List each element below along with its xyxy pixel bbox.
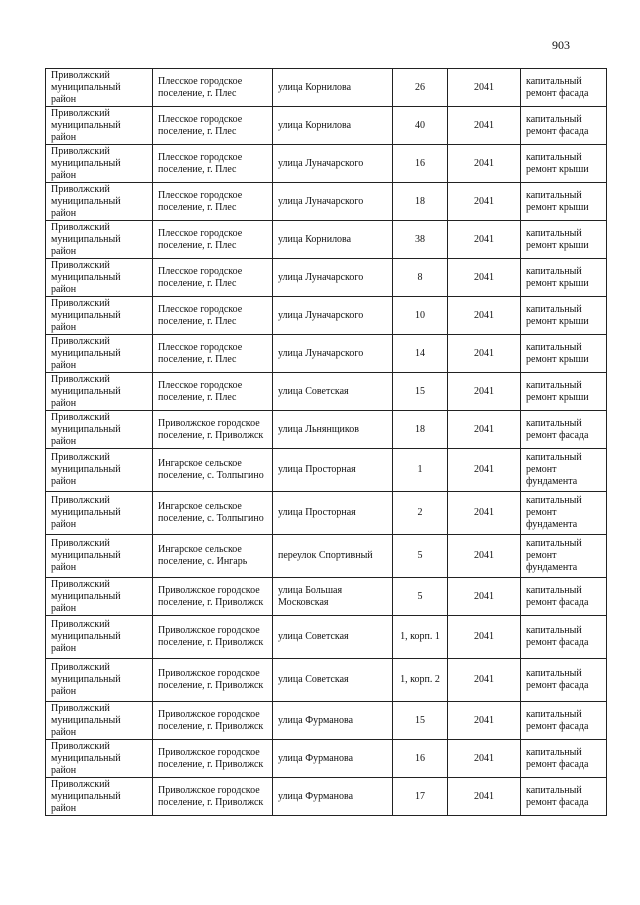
table-row (46, 578, 607, 616)
year-cell: 2041 (448, 449, 521, 492)
district-cell: Приволжский муниципальный район (46, 702, 153, 740)
settlement-cell: Плесское городское поселение, г. Плес (153, 221, 273, 259)
house-number-cell: 1, корп. 1 (393, 616, 448, 659)
work-type-cell: капитальный ремонт фасада (521, 578, 607, 616)
settlement-cell: Ингарское сельское поселение, с. Толпыгино (153, 492, 273, 535)
house-number-cell: 16 (393, 145, 448, 183)
table-row (46, 183, 607, 221)
table-row (46, 259, 607, 297)
work-type-cell: капитальный ремонт крыши (521, 183, 607, 221)
house-number-cell: 1 (393, 449, 448, 492)
table-row (46, 373, 607, 411)
street-cell: улица Большая Московская (273, 578, 393, 616)
street-cell: улица Советская (273, 373, 393, 411)
table-row (46, 107, 607, 145)
housing-repair-table (45, 68, 607, 816)
year-cell: 2041 (448, 535, 521, 578)
work-type-cell: капитальный ремонт фасада (521, 702, 607, 740)
district-cell: Приволжский муниципальный район (46, 107, 153, 145)
district-cell: Приволжский муниципальный район (46, 578, 153, 616)
work-type-cell: капитальный ремонт фасада (521, 659, 607, 702)
year-cell: 2041 (448, 578, 521, 616)
street-cell: улица Луначарского (273, 335, 393, 373)
district-cell: Приволжский муниципальный район (46, 740, 153, 778)
settlement-cell: Приволжское городское поселение, г. Приволжск (153, 740, 273, 778)
year-cell: 2041 (448, 297, 521, 335)
settlement-cell: Приволжское городское поселение, г. Приволжск (153, 702, 273, 740)
street-cell: улица Корнилова (273, 107, 393, 145)
work-type-cell: капитальный ремонт фасада (521, 740, 607, 778)
district-cell: Приволжский муниципальный район (46, 69, 153, 107)
year-cell: 2041 (448, 259, 521, 297)
street-cell: улица Луначарского (273, 297, 393, 335)
year-cell: 2041 (448, 145, 521, 183)
year-cell: 2041 (448, 659, 521, 702)
settlement-cell: Приволжское городское поселение, г. Приволжск (153, 616, 273, 659)
house-number-cell: 16 (393, 740, 448, 778)
house-number-cell: 17 (393, 778, 448, 816)
house-number-cell: 8 (393, 259, 448, 297)
year-cell: 2041 (448, 702, 521, 740)
street-cell: улица Советская (273, 616, 393, 659)
work-type-cell: капитальный ремонт фундамента (521, 535, 607, 578)
house-number-cell: 5 (393, 578, 448, 616)
settlement-cell: Приволжское городское поселение, г. Приволжск (153, 778, 273, 816)
street-cell: улица Фурманова (273, 778, 393, 816)
district-cell: Приволжский муниципальный район (46, 297, 153, 335)
year-cell: 2041 (448, 107, 521, 145)
table-row (46, 449, 607, 492)
house-number-cell: 18 (393, 411, 448, 449)
settlement-cell: Плесское городское поселение, г. Плес (153, 373, 273, 411)
table-row (46, 702, 607, 740)
table-row (46, 616, 607, 659)
year-cell: 2041 (448, 616, 521, 659)
settlement-cell: Плесское городское поселение, г. Плес (153, 69, 273, 107)
house-number-cell: 15 (393, 373, 448, 411)
table-row (46, 69, 607, 107)
street-cell: переулок Спортивный (273, 535, 393, 578)
district-cell: Приволжский муниципальный район (46, 183, 153, 221)
district-cell: Приволжский муниципальный район (46, 335, 153, 373)
table-row (46, 740, 607, 778)
street-cell: улица Просторная (273, 449, 393, 492)
table-row (46, 659, 607, 702)
year-cell: 2041 (448, 221, 521, 259)
work-type-cell: капитальный ремонт крыши (521, 145, 607, 183)
street-cell: улица Луначарского (273, 183, 393, 221)
year-cell: 2041 (448, 183, 521, 221)
house-number-cell: 38 (393, 221, 448, 259)
table-row (46, 221, 607, 259)
house-number-cell: 2 (393, 492, 448, 535)
settlement-cell: Приволжское городское поселение, г. Приволжск (153, 411, 273, 449)
settlement-cell: Плесское городское поселение, г. Плес (153, 145, 273, 183)
work-type-cell: капитальный ремонт фасада (521, 107, 607, 145)
settlement-cell: Приволжское городское поселение, г. Приволжск (153, 578, 273, 616)
work-type-cell: капитальный ремонт фасада (521, 616, 607, 659)
work-type-cell: капитальный ремонт фундамента (521, 449, 607, 492)
house-number-cell: 14 (393, 335, 448, 373)
street-cell: улица Фурманова (273, 740, 393, 778)
year-cell: 2041 (448, 492, 521, 535)
house-number-cell: 40 (393, 107, 448, 145)
settlement-cell: Плесское городское поселение, г. Плес (153, 259, 273, 297)
table-row (46, 297, 607, 335)
work-type-cell: капитальный ремонт фасада (521, 411, 607, 449)
house-number-cell: 15 (393, 702, 448, 740)
street-cell: улица Фурманова (273, 702, 393, 740)
settlement-cell: Приволжское городское поселение, г. Приволжск (153, 659, 273, 702)
street-cell: улица Луначарского (273, 259, 393, 297)
house-number-cell: 1, корп. 2 (393, 659, 448, 702)
district-cell: Приволжский муниципальный район (46, 259, 153, 297)
work-type-cell: капитальный ремонт крыши (521, 335, 607, 373)
district-cell: Приволжский муниципальный район (46, 411, 153, 449)
district-cell: Приволжский муниципальный район (46, 535, 153, 578)
table-body (46, 69, 607, 816)
settlement-cell: Плесское городское поселение, г. Плес (153, 297, 273, 335)
house-number-cell: 10 (393, 297, 448, 335)
table-row (46, 335, 607, 373)
street-cell: улица Просторная (273, 492, 393, 535)
work-type-cell: капитальный ремонт крыши (521, 221, 607, 259)
settlement-cell: Плесское городское поселение, г. Плес (153, 183, 273, 221)
settlement-cell: Ингарское сельское поселение, с. Ингарь (153, 535, 273, 578)
work-type-cell: капитальный ремонт фундамента (521, 492, 607, 535)
house-number-cell: 26 (393, 69, 448, 107)
year-cell: 2041 (448, 373, 521, 411)
district-cell: Приволжский муниципальный район (46, 373, 153, 411)
work-type-cell: капитальный ремонт крыши (521, 373, 607, 411)
street-cell: улица Корнилова (273, 69, 393, 107)
table-row (46, 411, 607, 449)
district-cell: Приволжский муниципальный район (46, 492, 153, 535)
work-type-cell: капитальный ремонт крыши (521, 297, 607, 335)
settlement-cell: Ингарское сельское поселение, с. Толпыгино (153, 449, 273, 492)
table-row (46, 535, 607, 578)
district-cell: Приволжский муниципальный район (46, 778, 153, 816)
year-cell: 2041 (448, 335, 521, 373)
year-cell: 2041 (448, 411, 521, 449)
district-cell: Приволжский муниципальный район (46, 145, 153, 183)
year-cell: 2041 (448, 778, 521, 816)
street-cell: улица Советская (273, 659, 393, 702)
table-row (46, 145, 607, 183)
table-row (46, 492, 607, 535)
settlement-cell: Плесское городское поселение, г. Плес (153, 107, 273, 145)
year-cell: 2041 (448, 69, 521, 107)
work-type-cell: капитальный ремонт крыши (521, 259, 607, 297)
page-number: 903 (552, 38, 570, 52)
house-number-cell: 18 (393, 183, 448, 221)
district-cell: Приволжский муниципальный район (46, 449, 153, 492)
work-type-cell: капитальный ремонт фасада (521, 778, 607, 816)
district-cell: Приволжский муниципальный район (46, 221, 153, 259)
table-row (46, 778, 607, 816)
district-cell: Приволжский муниципальный район (46, 659, 153, 702)
house-number-cell: 5 (393, 535, 448, 578)
year-cell: 2041 (448, 740, 521, 778)
street-cell: улица Корнилова (273, 221, 393, 259)
street-cell: улица Луначарского (273, 145, 393, 183)
settlement-cell: Плесское городское поселение, г. Плес (153, 335, 273, 373)
district-cell: Приволжский муниципальный район (46, 616, 153, 659)
street-cell: улица Льнянщиков (273, 411, 393, 449)
work-type-cell: капитальный ремонт фасада (521, 69, 607, 107)
